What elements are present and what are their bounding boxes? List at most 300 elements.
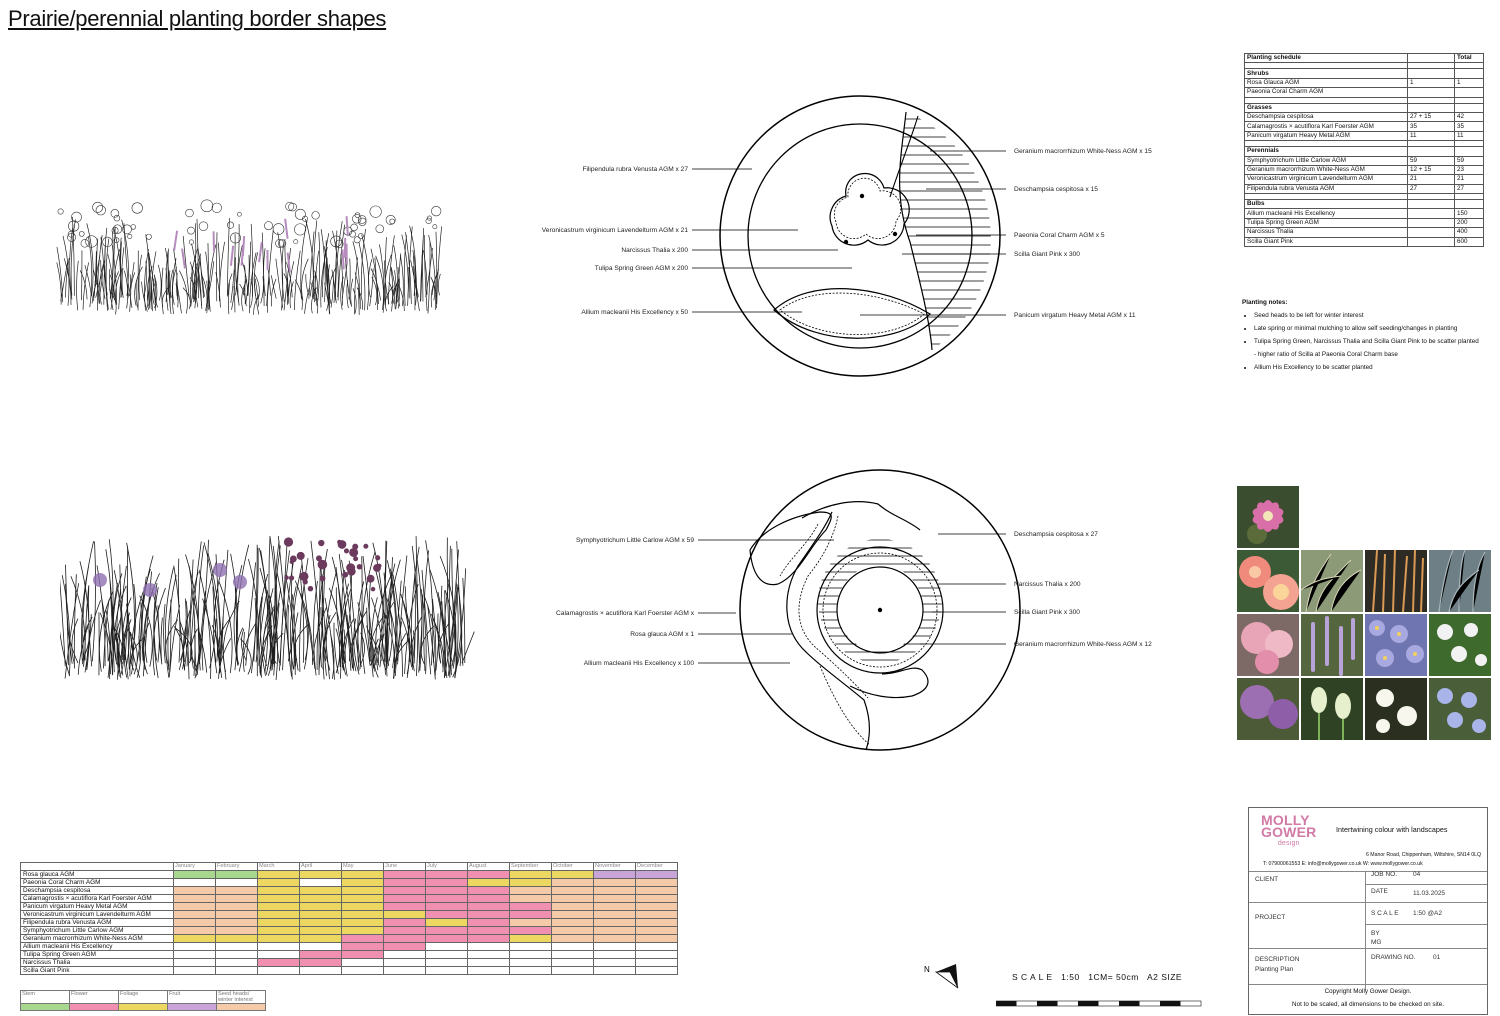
calendar-cell xyxy=(594,919,636,927)
logo-line-1: MOLLY xyxy=(1261,812,1310,828)
calendar-cell xyxy=(342,919,384,927)
plan2-right-label-1: Narcissus Thalia x 200 xyxy=(1014,581,1081,588)
plan2-aster-bed xyxy=(750,512,831,585)
date-value: 11.03.2025 xyxy=(1413,890,1446,897)
plan2-left-label-1: Calamagrostis × acutiflora Karl Foerster AGM x xyxy=(556,610,694,617)
calendar-cell xyxy=(300,959,342,967)
schedule-row xyxy=(1245,175,1484,184)
logo-line-2: GOWER xyxy=(1261,824,1317,840)
calendar-plant: Allium macleanii His Excellency xyxy=(21,943,174,951)
calendar-cell xyxy=(342,879,384,887)
schedule-row xyxy=(1245,218,1484,227)
schedule-row xyxy=(1245,209,1484,218)
calendar-cell xyxy=(342,935,384,943)
schedule-row xyxy=(1245,228,1484,237)
calendar-cell xyxy=(174,943,216,951)
schedule-total: 200 xyxy=(1455,218,1484,227)
project-label: PROJECT xyxy=(1255,914,1286,921)
calendar-month: January xyxy=(174,863,216,871)
plan2-right-label-3: Geranium macrorrhizum White-Ness AGM x 12 xyxy=(1014,641,1152,648)
calendar-row xyxy=(21,951,678,959)
calendar-cell xyxy=(426,887,468,895)
client-label: CLIENT xyxy=(1255,876,1279,883)
job-no-label: JOB NO. xyxy=(1371,871,1398,878)
photo-deschampsia xyxy=(1301,550,1363,612)
north-arrow-icon xyxy=(922,960,972,992)
calendar-cell xyxy=(636,887,678,895)
calendar-cell xyxy=(426,919,468,927)
schedule-qty: 59 xyxy=(1408,156,1455,165)
schedule-total: 59 xyxy=(1455,156,1484,165)
calendar-cell xyxy=(594,927,636,935)
calendar-cell xyxy=(258,943,300,951)
calendar-cell xyxy=(510,951,552,959)
calendar-cell xyxy=(426,927,468,935)
calendar-cell xyxy=(552,935,594,943)
photo-narcissus xyxy=(1365,678,1427,740)
calendar-cell xyxy=(258,879,300,887)
calendar-cell xyxy=(342,911,384,919)
company-address: 6 Manor Road, Chippenham, Wiltshire, SN14 0LQ xyxy=(1365,852,1481,858)
calendar-cell xyxy=(216,967,258,975)
calendar-cell xyxy=(258,935,300,943)
legend-label: Stem xyxy=(21,991,70,1004)
schedule-row xyxy=(1245,131,1484,140)
calendar-cell xyxy=(258,911,300,919)
calendar-cell xyxy=(384,879,426,887)
calendar-month: April xyxy=(300,863,342,871)
calendar-cell xyxy=(510,919,552,927)
calendar-cell xyxy=(552,879,594,887)
calendar-cell xyxy=(258,967,300,975)
calendar-cell xyxy=(510,927,552,935)
calendar-cell xyxy=(426,895,468,903)
schedule-row xyxy=(1245,184,1484,193)
scale-text: S C A L E 1:50 1CM= 50cm A2 SIZE xyxy=(1012,972,1183,982)
plan1-left-label-2: Narcissus Thalia x 200 xyxy=(621,247,688,254)
plan1-left-label-0: Filipendula rubra Venusta AGM x 27 xyxy=(582,166,688,173)
plan2-left-label-0: Symphyotrichum Little Carlow AGM x 59 xyxy=(576,537,694,544)
calendar-cell xyxy=(300,887,342,895)
calendar-cell xyxy=(468,959,510,967)
calendar-cell xyxy=(174,951,216,959)
calendar-cell xyxy=(174,871,216,879)
calendar-cell xyxy=(510,959,552,967)
schedule-group-name: Perennials xyxy=(1245,147,1408,156)
plan1-left-label-4: Allium macleanii His Excellency x 50 xyxy=(581,309,688,316)
calendar-month: October xyxy=(552,863,594,871)
calendar-cell xyxy=(342,871,384,879)
calendar-cell xyxy=(216,903,258,911)
schedule-qty xyxy=(1408,237,1455,246)
calendar-cell xyxy=(510,887,552,895)
calendar-cell xyxy=(300,895,342,903)
calendar-cell xyxy=(468,935,510,943)
schedule-plant: Geranium macrorrhizum White-Ness AGM xyxy=(1245,165,1408,174)
planting-note: • Tulipa Spring Green, Narcissus Thalia and Scilla Giant Pink to be scatter planted xyxy=(1254,335,1497,348)
drawing-no-label: DRAWING NO. xyxy=(1371,954,1416,961)
calendar-cell xyxy=(384,919,426,927)
calendar-cell xyxy=(468,951,510,959)
border-sketch-1 xyxy=(50,185,450,325)
calendar-cell xyxy=(426,951,468,959)
calendar-cell xyxy=(510,935,552,943)
calendar-cell xyxy=(174,967,216,975)
calendar-month: February xyxy=(216,863,258,871)
calendar-cell xyxy=(510,967,552,975)
plan1-left-label-1: Veronicastrum virginicum Lavendelturm AGM x 21 xyxy=(541,227,688,234)
schedule-qty xyxy=(1408,88,1455,97)
schedule-plant: Allium macleanii His Excellency xyxy=(1245,209,1408,218)
schedule-total: 42 xyxy=(1455,112,1484,121)
calendar-cell xyxy=(468,919,510,927)
calendar-cell xyxy=(174,879,216,887)
planting-note: • Late spring or minimal mulching to allow self seeding/changes in planting xyxy=(1254,322,1497,335)
calendar-cell xyxy=(552,903,594,911)
seasonal-calendar-table xyxy=(20,862,678,975)
schedule-qty: 21 xyxy=(1408,175,1455,184)
schedule-group-name: Grasses xyxy=(1245,103,1408,112)
calendar-cell xyxy=(426,903,468,911)
sketch-1-strokes xyxy=(57,200,442,315)
schedule-group-name: Bulbs xyxy=(1245,200,1408,209)
calendar-cell xyxy=(468,895,510,903)
schedule-qty: 12 + 15 xyxy=(1408,165,1455,174)
calendar-cell xyxy=(300,943,342,951)
calendar-legend-table xyxy=(20,990,266,1011)
schedule-plant: Tulipa Spring Green AGM xyxy=(1245,218,1408,227)
schedule-qty: 1 xyxy=(1408,78,1455,87)
description-label: DESCRIPTION xyxy=(1255,956,1300,963)
calendar-row xyxy=(21,879,678,887)
calendar-month: December xyxy=(636,863,678,871)
photo-symphyotrichum xyxy=(1365,614,1427,676)
calendar-row xyxy=(21,943,678,951)
by-value: MG xyxy=(1371,939,1382,946)
calendar-cell xyxy=(216,887,258,895)
title-block xyxy=(1248,807,1488,1015)
legend-swatch xyxy=(70,1004,119,1011)
calendar-cell xyxy=(216,919,258,927)
calendar-cell xyxy=(258,951,300,959)
schedule-row xyxy=(1245,112,1484,121)
calendar-cell xyxy=(216,959,258,967)
calendar-cell xyxy=(384,951,426,959)
calendar-cell xyxy=(594,967,636,975)
calendar-cell xyxy=(510,943,552,951)
legend-swatch xyxy=(21,1004,70,1011)
calendar-cell xyxy=(384,927,426,935)
schedule-plant: Symphyotrichum Little Carlow AGM xyxy=(1245,156,1408,165)
calendar-cell xyxy=(636,911,678,919)
calendar-cell xyxy=(594,903,636,911)
plan2-right-label-0: Deschampsia cespitosa x 27 xyxy=(1014,531,1098,538)
calendar-cell xyxy=(216,951,258,959)
calendar-cell xyxy=(426,967,468,975)
calendar-cell xyxy=(636,967,678,975)
calendar-cell xyxy=(636,919,678,927)
calendar-plant: Filipendula rubra Venusta AGM xyxy=(21,919,174,927)
calendar-cell xyxy=(426,935,468,943)
calendar-plant: Narcissus Thalia xyxy=(21,959,174,967)
schedule-plant: Narcissus Thalia xyxy=(1245,228,1408,237)
calendar-cell xyxy=(636,903,678,911)
planting-plan-2 xyxy=(520,460,1200,760)
calendar-cell xyxy=(174,903,216,911)
schedule-row xyxy=(1245,78,1484,87)
photo-tulipa xyxy=(1301,678,1363,740)
calendar-cell xyxy=(384,887,426,895)
north-label: N xyxy=(924,965,930,974)
calendar-cell xyxy=(300,935,342,943)
photo-paeonia-coral-charm xyxy=(1237,550,1299,612)
schedule-total: 23 xyxy=(1455,165,1484,174)
plan1-left-label-3: Tulipa Spring Green AGM x 200 xyxy=(594,265,688,272)
calendar-cell xyxy=(510,903,552,911)
calendar-cell xyxy=(342,951,384,959)
company-tagline: Intertwining colour with landscapes xyxy=(1336,825,1448,834)
sketch-2-strokes xyxy=(60,536,474,680)
calendar-plant: Deschampsia cespitosa xyxy=(21,887,174,895)
calendar-cell xyxy=(552,895,594,903)
photo-filipendula xyxy=(1237,614,1299,676)
schedule-total: 21 xyxy=(1455,175,1484,184)
schedule-total-header: Total xyxy=(1455,54,1484,63)
calendar-cell xyxy=(552,959,594,967)
schedule-qty: 35 xyxy=(1408,122,1455,131)
calendar-cell xyxy=(426,879,468,887)
calendar-cell xyxy=(342,959,384,967)
calendar-cell xyxy=(510,879,552,887)
calendar-cell xyxy=(636,871,678,879)
legend-label: Foliage xyxy=(119,991,168,1004)
calendar-month: September xyxy=(510,863,552,871)
calendar-cell xyxy=(258,871,300,879)
calendar-row xyxy=(21,887,678,895)
calendar-cell xyxy=(342,943,384,951)
drawing-title: Prairie/perennial planting border shapes xyxy=(8,6,387,31)
legend-label: Flower xyxy=(70,991,119,1004)
schedule-qty xyxy=(1408,209,1455,218)
calendar-row xyxy=(21,967,678,975)
calendar-row xyxy=(21,959,678,967)
schedule-plant: Filipendula rubra Venusta AGM xyxy=(1245,184,1408,193)
calendar-cell xyxy=(174,911,216,919)
calendar-cell xyxy=(300,967,342,975)
calendar-cell xyxy=(636,879,678,887)
calendar-cell xyxy=(468,927,510,935)
calendar-plant: Calamagrostis × acutiflora Karl Foerster AGM xyxy=(21,895,174,903)
calendar-cell xyxy=(300,911,342,919)
scale-label: S C A L E xyxy=(1371,910,1399,917)
calendar-cell xyxy=(174,935,216,943)
legend-swatch xyxy=(217,1004,266,1011)
schedule-header: Planting schedule xyxy=(1245,54,1408,63)
planting-note: - higher ratio of Scilla at Paeonia Coral Charm base xyxy=(1254,351,1398,358)
schedule-qty xyxy=(1408,218,1455,227)
planting-note: • Seed heads to be left for winter interest xyxy=(1254,309,1497,322)
plan2-left-label-2: Rosa glauca AGM x 1 xyxy=(630,631,694,638)
plan1-right-label-0: Geranium macrorrhizum White-Ness AGM x 15 xyxy=(1014,148,1152,155)
calendar-cell xyxy=(594,871,636,879)
plan1-right-label-1: Deschampsia cespitosa x 15 xyxy=(1014,186,1098,193)
calendar-cell xyxy=(216,911,258,919)
calendar-plant: Scilla Giant Pink xyxy=(21,967,174,975)
calendar-cell xyxy=(216,943,258,951)
schedule-plant: Paeonia Coral Charm AGM xyxy=(1245,88,1408,97)
plan2-right-label-2: Scilla Giant Pink x 300 xyxy=(1014,609,1080,616)
calendar-cell xyxy=(594,943,636,951)
schedule-qty: 27 xyxy=(1408,184,1455,193)
seasonal-interest-calendar xyxy=(20,862,678,975)
calendar-cell xyxy=(594,911,636,919)
calendar-cell xyxy=(174,895,216,903)
calendar-cell xyxy=(384,935,426,943)
calendar-cell xyxy=(300,879,342,887)
schedule-row xyxy=(1245,237,1484,246)
schedule-total: 27 xyxy=(1455,184,1484,193)
schedule-qty: 11 xyxy=(1408,131,1455,140)
calendar-cell xyxy=(342,927,384,935)
calendar-cell xyxy=(258,887,300,895)
calendar-cell xyxy=(342,895,384,903)
calendar-cell xyxy=(552,943,594,951)
calendar-cell xyxy=(258,919,300,927)
calendar-cell xyxy=(594,879,636,887)
calendar-cell xyxy=(384,895,426,903)
calendar-plant: Tulipa Spring Green AGM xyxy=(21,951,174,959)
plan1-trefoil-bed xyxy=(830,173,909,245)
calendar-cell xyxy=(384,959,426,967)
legend-swatch xyxy=(168,1004,217,1011)
calendar-cell xyxy=(636,895,678,903)
photo-calamagrostis xyxy=(1365,550,1427,612)
planting-note: • Allium His Excellency to be scatter planted xyxy=(1254,361,1497,374)
calendar-row xyxy=(21,935,678,943)
calendar-cell xyxy=(174,927,216,935)
plan1-right-label-3: Scilla Giant Pink x 300 xyxy=(1014,251,1080,258)
schedule-plant: Veronicastrum virginicum Lavendelturm AGM xyxy=(1245,175,1408,184)
calendar-plant: Paeonia Coral Charm AGM xyxy=(21,879,174,887)
calendar-cell xyxy=(258,927,300,935)
photo-veronicastrum xyxy=(1301,614,1363,676)
planting-notes xyxy=(1242,296,1497,374)
calendar-month: June xyxy=(384,863,426,871)
border-sketch-2 xyxy=(60,520,480,690)
legend-label: Seed heads/ winter interest xyxy=(217,991,266,1004)
photo-allium xyxy=(1237,678,1299,740)
calendar-cell xyxy=(594,887,636,895)
calendar-month: May xyxy=(342,863,384,871)
copyright-text: Copyright Molly Gower Design. xyxy=(1324,988,1412,995)
calendar-cell xyxy=(384,911,426,919)
calendar-month: August xyxy=(468,863,510,871)
plan1-allium-bed xyxy=(774,289,930,339)
date-label: DATE xyxy=(1371,888,1388,895)
schedule-total: 1 xyxy=(1455,78,1484,87)
calendar-plant: Veronicastrum virginicum Lavendelturm AGM xyxy=(21,911,174,919)
calendar-plant: Symphyotrichum Little Carlow AGM xyxy=(21,927,174,935)
calendar-cell xyxy=(552,951,594,959)
calendar-cell xyxy=(426,871,468,879)
calendar-cell xyxy=(426,959,468,967)
calendar-cell xyxy=(594,935,636,943)
schedule-row xyxy=(1245,122,1484,131)
calendar-month: July xyxy=(426,863,468,871)
planting-schedule-table xyxy=(1244,53,1484,247)
calendar-cell xyxy=(468,879,510,887)
calendar-row xyxy=(21,871,678,879)
calendar-cell xyxy=(258,959,300,967)
calendar-cell xyxy=(384,871,426,879)
schedule-plant: Deschampsia cespitosa xyxy=(1245,112,1408,121)
calendar-row xyxy=(21,911,678,919)
logo-line-3: design xyxy=(1277,840,1300,847)
calendar-cell xyxy=(300,951,342,959)
calendar-cell xyxy=(300,927,342,935)
calendar-plant: Geranium macrorrhizum White-Ness AGM xyxy=(21,935,174,943)
photo-rosa-glauca xyxy=(1237,486,1299,548)
calendar-cell xyxy=(636,935,678,943)
calendar-cell xyxy=(510,911,552,919)
calendar-cell xyxy=(384,903,426,911)
scale-bar xyxy=(996,1000,1202,1008)
calendar-cell xyxy=(384,943,426,951)
schedule-total: 400 xyxy=(1455,228,1484,237)
calendar-cell xyxy=(342,887,384,895)
calendar-cell xyxy=(594,951,636,959)
planting-plan-1 xyxy=(520,92,1200,382)
calendar-cell xyxy=(300,903,342,911)
calendar-cell xyxy=(342,903,384,911)
calendar-cell xyxy=(510,895,552,903)
calendar-cell xyxy=(636,943,678,951)
calendar-cell xyxy=(216,879,258,887)
calendar-cell xyxy=(258,903,300,911)
calendar-cell xyxy=(216,895,258,903)
calendar-cell xyxy=(552,919,594,927)
calendar-cell xyxy=(174,919,216,927)
calendar-cell xyxy=(552,887,594,895)
schedule-total xyxy=(1455,88,1484,97)
calendar-cell xyxy=(342,967,384,975)
plan1-right-label-2: Paeonia Coral Charm AGM x 5 xyxy=(1014,232,1105,239)
calendar-cell xyxy=(426,943,468,951)
schedule-qty xyxy=(1408,228,1455,237)
schedule-total: 600 xyxy=(1455,237,1484,246)
plan1-right-label-4: Panicum virgatum Heavy Metal AGM x 11 xyxy=(1014,312,1136,319)
calendar-cell xyxy=(636,951,678,959)
schedule-group-name: Shrubs xyxy=(1245,69,1408,78)
calendar-cell xyxy=(174,887,216,895)
schedule-row xyxy=(1245,165,1484,174)
schedule-row xyxy=(1245,88,1484,97)
company-contact: T: 07900061553 E: info@mollygower.co.uk W: www.mollygower.co.uk xyxy=(1263,861,1423,867)
calendar-row xyxy=(21,927,678,935)
plant-photo-grid xyxy=(1236,486,1494,740)
photo-panicum xyxy=(1429,550,1491,612)
schedule-qty: 27 + 15 xyxy=(1408,112,1455,121)
calendar-cell xyxy=(594,959,636,967)
calendar-cell xyxy=(552,871,594,879)
schedule-plant: Calamagrostis × acutiflora Karl Foerster AGM xyxy=(1245,122,1408,131)
calendar-cell xyxy=(384,967,426,975)
schedule-row xyxy=(1245,156,1484,165)
calendar-cell xyxy=(552,967,594,975)
drawing-no-value: 01 xyxy=(1433,954,1441,961)
legend-label: Fruit xyxy=(168,991,217,1004)
calendar-cell xyxy=(300,871,342,879)
